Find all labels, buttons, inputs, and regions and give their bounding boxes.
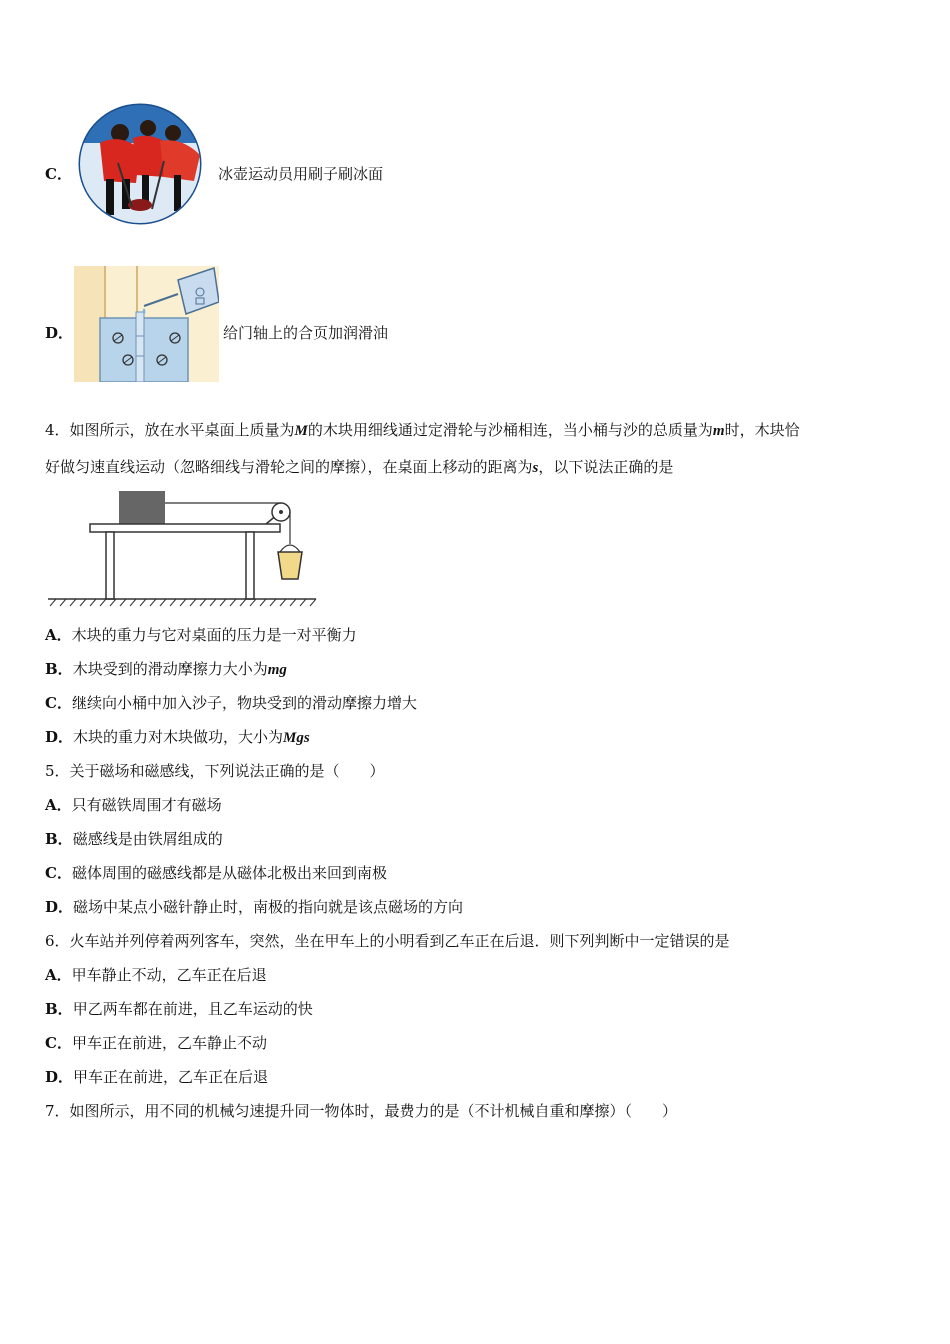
q6-option-a[interactable]: A．甲车静止不动，乙车正在后退 — [45, 966, 267, 984]
q4-option-d[interactable]: D．木块的重力对木块做功，大小为Mgs — [45, 728, 310, 746]
q5-option-a[interactable]: A．只有磁铁周围才有磁场 — [45, 796, 222, 814]
option-d-text: 给门轴上的合页加润滑油 — [223, 324, 389, 342]
q6-option-d[interactable]: D．甲车正在前进，乙车正在后退 — [45, 1068, 269, 1086]
q6-option-b[interactable]: B．甲乙两车都在前进，且乙车运动的快 — [45, 1000, 313, 1018]
q6-stem: 6．火车站并列停着两列客车，突然，坐在甲车上的小明看到乙车正在后退．则下列判断中一定错误的是 — [45, 932, 730, 950]
curling-image — [78, 103, 202, 225]
q5-option-c[interactable]: C．磁体周围的磁感线都是从磁体北极出来回到南极 — [45, 864, 387, 882]
q4-option-c[interactable]: C．继续向小桶中加入沙子，物块受到的滑动摩擦力增大 — [45, 694, 417, 712]
q5-option-b[interactable]: B．磁感线是由铁屑组成的 — [45, 830, 223, 848]
q4-stem-line2: 好做匀速直线运动（忽略细线与滑轮之间的摩擦），在桌面上移动的距离为s，以下说法正确的是 — [45, 458, 674, 476]
q5-stem: 5．关于磁场和磁感线，下列说法正确的是（ ） — [45, 762, 385, 780]
option-c-text: 冰壶运动员用刷子刷冰面 — [218, 165, 384, 183]
pulley-diagram — [46, 488, 321, 608]
q4-option-b[interactable]: B．木块受到的滑动摩擦力大小为mg — [45, 660, 287, 678]
option-d-label: D． — [45, 324, 74, 342]
q4-stem-line1: 4．如图所示，放在水平桌面上质量为M的木块用细线通过定滑轮与沙桶相连，当小桶与沙的总质量为m时，木块恰 — [45, 421, 800, 439]
q7-stem: 7．如图所示，用不同的机械匀速提升同一物体时，最费力的是（不计机械自重和摩擦）（ ） — [45, 1102, 678, 1120]
q4-option-a[interactable]: A．木块的重力与它对桌面的压力是一对平衡力 — [45, 626, 357, 644]
q5-option-d[interactable]: D．磁场中某点小磁针静止时，南极的指向就是该点磁场的方向 — [45, 898, 464, 916]
hinge-oil-image — [74, 258, 219, 382]
option-c-label: C． — [45, 165, 72, 183]
q6-option-c[interactable]: C．甲车正在前进，乙车静止不动 — [45, 1034, 267, 1052]
